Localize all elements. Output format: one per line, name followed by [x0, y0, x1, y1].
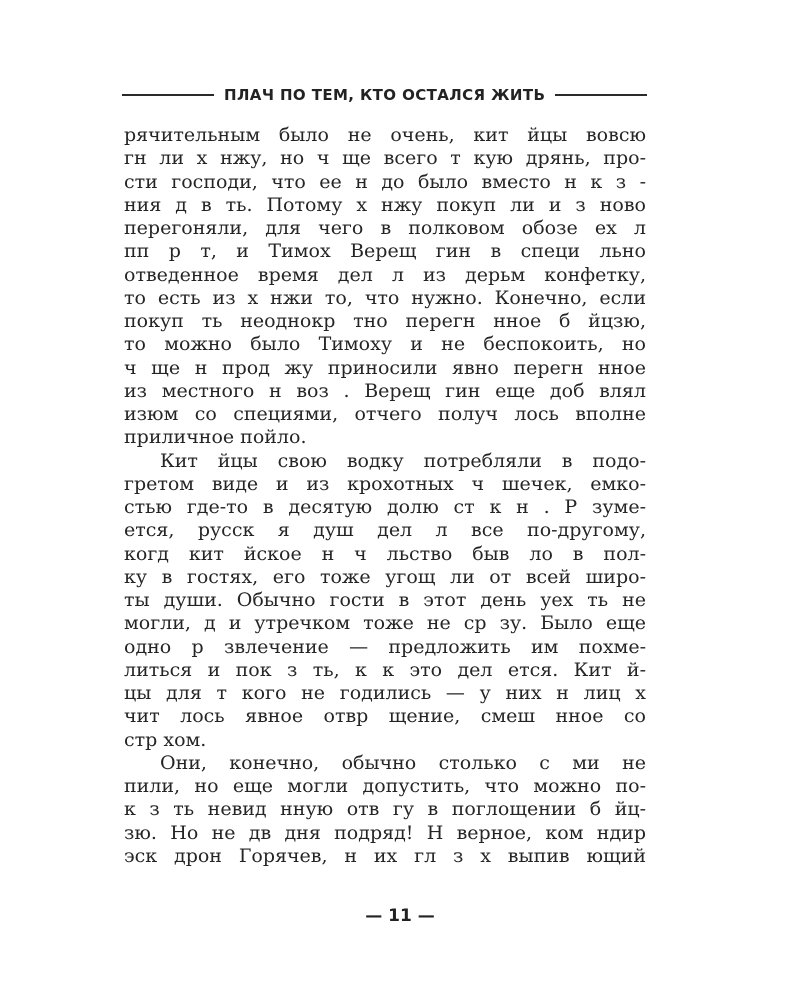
text-line: к з ть невид нную отв гу в поглощении б йц-: [124, 798, 646, 821]
text-line: когд кит йское н ч льство быв ло в пол-: [124, 542, 646, 565]
text-line: рячительным было не очень, кит йцы вовсю: [124, 124, 646, 146]
text-line: изюм со специями, отчего получ лось вполне: [124, 403, 646, 425]
text-line: чит лось явное отвр щение, смеш нное со: [124, 705, 646, 728]
text-line: то можно было Тимоху и не беспокоить, но: [124, 333, 646, 356]
text-line: гретом виде и из крохотных ч шечек, емко-: [124, 472, 646, 495]
paragraph-3: [124, 752, 646, 868]
text-line: пп р т, и Тимох Верещ гин в специ льно: [124, 240, 646, 263]
text-line: Кит йцы свою водку потребляли в подо-: [160, 449, 646, 472]
text-line: ния д в ть. Потому х нжу покуп ли и з ново: [124, 193, 646, 216]
text-line: литься и пок з ть, к к это дел ется. Кит й-: [124, 658, 646, 681]
text-line: из местного н воз . Верещ гин еще доб влял: [124, 379, 646, 402]
body-text: [124, 124, 646, 868]
text-line: ч ще н прод жу приносили явно перегн нное: [124, 356, 646, 379]
page-number: — 11 —: [365, 906, 435, 926]
text-line: ется, русск я душ дел л все по-другому,: [124, 519, 646, 542]
text-line: сти господи, что ее н до было вместо н к з -: [124, 170, 646, 193]
text-line: приличное пойло.: [124, 426, 307, 449]
text-line: покуп ть неоднокр тно перегн нное б йцзю,: [124, 310, 646, 332]
text-line: гн ли х нжу, но ч ще всего т кую дрянь, про-: [124, 147, 646, 170]
header-rule-right: [555, 94, 647, 96]
text-line: Они, конечно, обычно столько с ми не: [160, 751, 646, 774]
running-title: ПЛАЧ ПО ТЕМ, КТО ОСТАЛСЯ ЖИТЬ: [224, 86, 546, 104]
text-line: отведенное время дел л из дерьм конфетку,: [124, 263, 646, 286]
text-line: ку в гостях, его тоже угощ ли от всей широ-: [124, 565, 646, 588]
text-line: стью где-то в десятую долю ст к н . Р зуме-: [124, 496, 646, 518]
paragraph-2: [124, 450, 646, 752]
text-line: эск дрон Горячев, н их гл з х выпив ющий: [124, 844, 646, 867]
text-line: могли, д и утречком тоже не ср зу. Было еще: [124, 612, 646, 635]
running-header: [122, 82, 644, 108]
text-line: стр хом.: [124, 728, 207, 751]
text-line: ты души. Обычно гости в этот день уех ть не: [124, 589, 646, 611]
text-line: перегоняли, для чего в полковом обозе ех л: [124, 217, 646, 239]
text-line: одно р звлечение — предложить им похме-: [124, 635, 646, 658]
text-line: пили, но еще могли допустить, что можно по-: [124, 775, 646, 797]
header-rule-left: [122, 94, 214, 96]
text-line: то есть из х нжи то, что нужно. Конечно, если: [124, 286, 646, 309]
text-line: зю. Но не дв дня подряд! Н верное, ком ндир: [124, 821, 646, 844]
text-line: цы для т кого не годились — у них н лиц х: [124, 682, 646, 704]
paragraph-1: [124, 124, 646, 450]
